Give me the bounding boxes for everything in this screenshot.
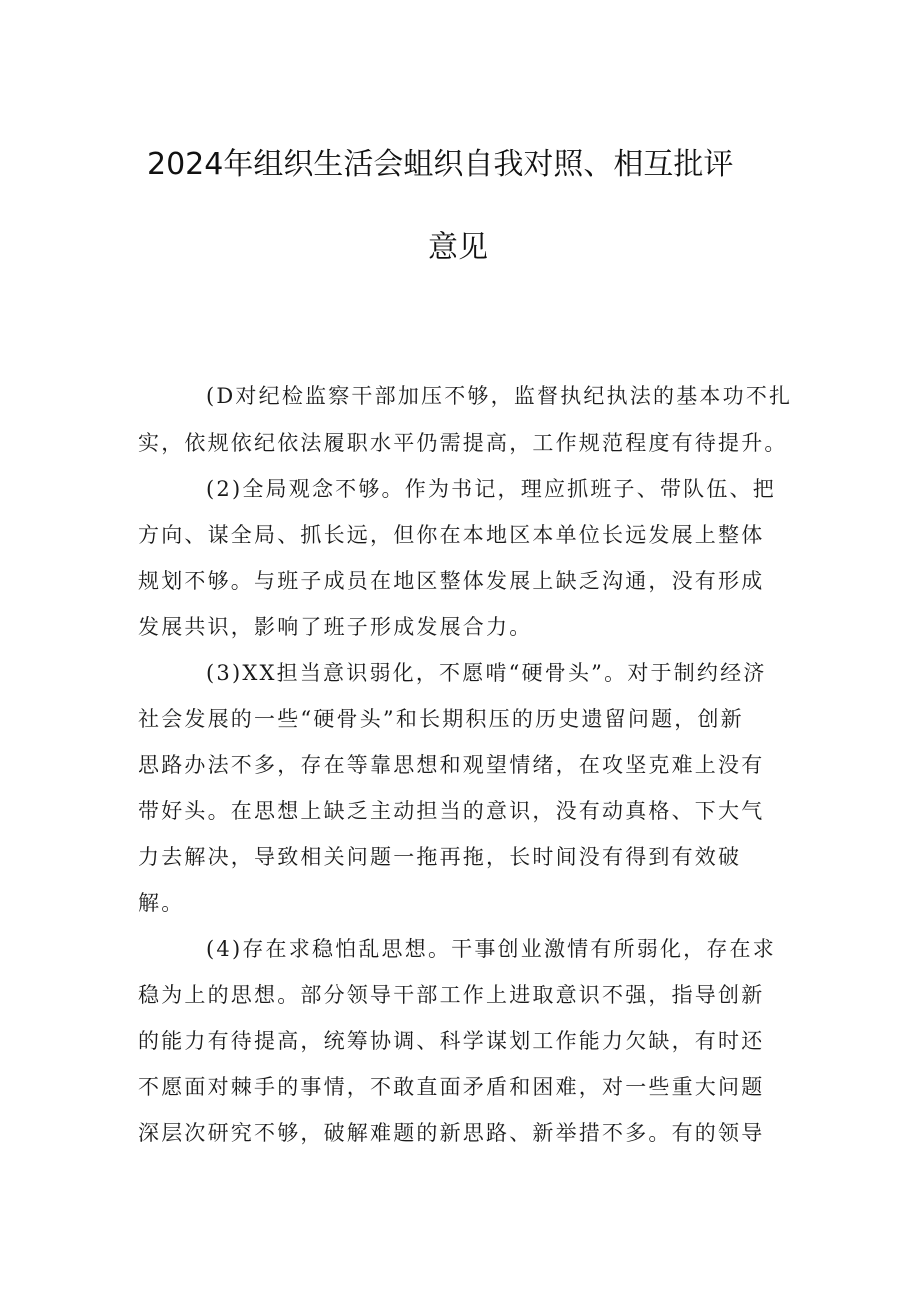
document-title-line-1: 2024年组织生活会蛆织自我对照、相互批评 xyxy=(147,147,734,182)
paragraph-3-line-4: 带好头。在思想上缺乏主动担当的意识，没有动真格、下大气 xyxy=(138,799,765,823)
paragraph-4-line-5: 深层次研究不够，破解难题的新思路、新举措不多。有的领导 xyxy=(138,1121,765,1145)
paragraph-4-line-1: (4)存在求稳怕乱思想。干事创业激情有所弱化，存在求 xyxy=(206,937,776,961)
paragraph-3-line-1: (3)XX担当意识弱化，不愿啃“硬骨头”。对于制约经济 xyxy=(206,661,767,685)
paragraph-4-line-4: 不愿面对棘手的事情，不敢直面矛盾和困难，对一些重大问题 xyxy=(138,1075,765,1099)
paragraph-4-line-2: 稳为上的思想。部分领导干部工作上进取意识不强，指导创新 xyxy=(138,983,765,1007)
paragraph-1-line-1: (D对纪检监察干部加压不够，监督执纪执法的基本功不扎 xyxy=(206,384,793,408)
paragraph-3-line-6: 解。 xyxy=(138,891,185,915)
paragraph-2-line-4: 发展共识，影响了班子形成发展合力。 xyxy=(138,615,533,639)
paragraph-2-line-3: 规划不够。与班子成员在地区整体发展上缺乏沟通，没有形成 xyxy=(138,569,765,593)
paragraph-2-line-1: (2)全局观念不够。作为书记，理应抓班子、带队伍、把 xyxy=(206,477,776,501)
document-title-line-2: 意见 xyxy=(428,230,488,265)
paragraph-3-line-2: 社会发展的一些“硬骨头”和长期积压的历史遗留问题，创新 xyxy=(138,707,744,731)
paragraph-3-line-3: 思路办法不多，存在等靠思想和观望情绪，在攻坚克难上没有 xyxy=(138,753,765,777)
paragraph-4-line-3: 的能力有待提高，统筹协调、科学谋划工作能力欠缺，有时还 xyxy=(138,1029,765,1053)
paragraph-1-line-2: 实，依规依纪依法履职水平仍需提高，工作规范程度有待提升。 xyxy=(138,431,788,455)
paragraph-2-line-2: 方向、谋全局、抓长远，但你在本地区本单位长远发展上整体 xyxy=(138,523,765,547)
paragraph-3-line-5: 力去解决，导致相关问题一拖再拖，长时间没有得到有效破 xyxy=(138,845,742,869)
